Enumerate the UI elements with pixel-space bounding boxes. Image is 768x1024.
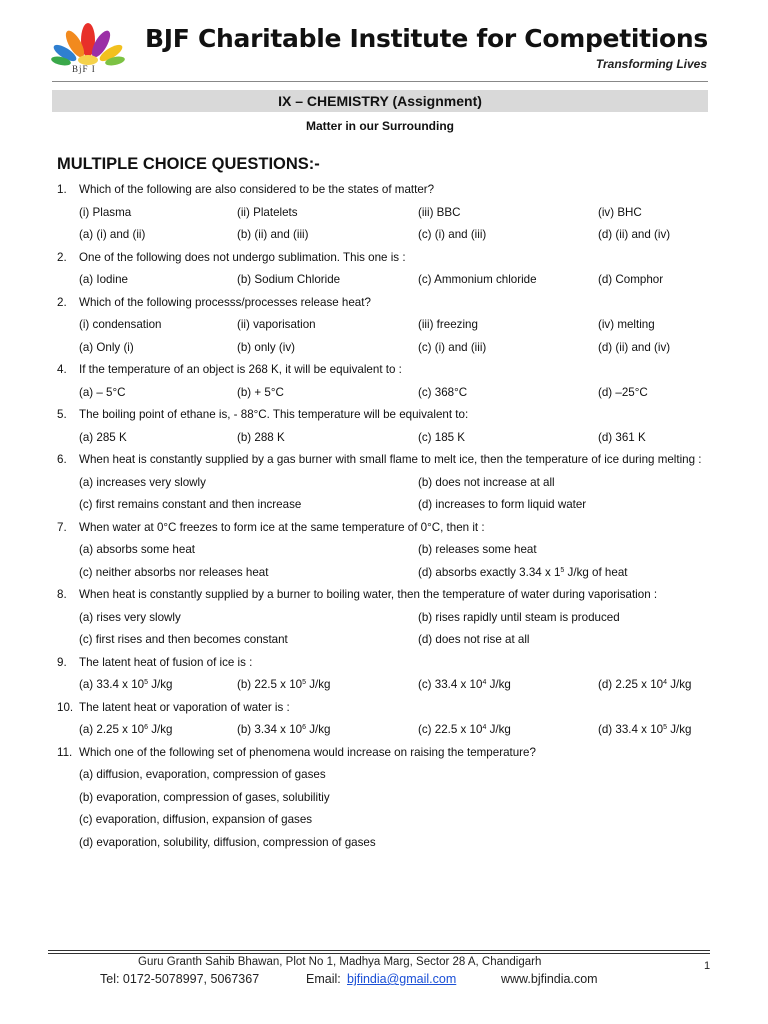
footer-website: www.bjfindia.com (501, 972, 598, 986)
option: (a) diffusion, evaporation, compression of gases (79, 768, 326, 781)
question-number: 8. (57, 588, 67, 601)
question-3-items (57, 314, 707, 337)
option-unit: J/kg (486, 678, 511, 691)
footer-divider (48, 953, 710, 954)
option (79, 719, 172, 742)
question-4-options (57, 382, 707, 405)
question-number: 9. (57, 655, 67, 669)
exponent: 6 (144, 724, 148, 731)
option-unit: J/kg (667, 678, 692, 691)
option: (d) 361 K (598, 430, 646, 444)
section-heading: MULTIPLE CHOICE QUESTIONS:- (57, 155, 320, 173)
option-text: (c) 33.4 x 10 (418, 678, 483, 691)
option: (a) 285 K (79, 430, 127, 444)
option: (b) evaporation, compression of gases, solubilitiy (79, 790, 330, 804)
question-text: When heat is constantly supplied by a burner to boiling water, then the temperature of water during vaporisation : (79, 588, 658, 601)
question-text: One of the following does not undergo sublimation. This one is : (79, 250, 406, 264)
question-2 (57, 247, 707, 270)
option: (d) does not rise at all (418, 633, 530, 646)
option: (c) neither absorbs nor releases heat (79, 565, 269, 579)
option: (c) evaporation, diffusion, expansion of gases (79, 813, 313, 826)
option: (a) rises very slowly (79, 610, 181, 624)
question-11-option-d (57, 832, 707, 855)
option: (d) increases to form liquid water (418, 498, 587, 511)
question-text: When heat is constantly supplied by a gas burner with small flame to melt ice, then the temperature of ice during melting : (79, 453, 702, 466)
question-list (57, 179, 707, 854)
option-unit: J/kg (148, 723, 173, 736)
option: (a) absorbs some heat (79, 543, 195, 556)
exponent: 4 (663, 679, 667, 686)
page-number: 1 (704, 960, 711, 972)
logo-text: BjF I (72, 64, 96, 74)
option-text: (d) 33.4 x 10 (598, 723, 664, 736)
option-text: (a) 33.4 x 10 (79, 678, 145, 691)
option: (a) Iodine (79, 273, 128, 286)
option: (b) only (iv) (237, 340, 295, 354)
option: (a) Only (i) (79, 340, 134, 354)
question-1 (57, 179, 707, 202)
option-unit: J/kg (667, 723, 692, 736)
option: (a) – 5°C (79, 385, 126, 399)
option: (c) first remains constant and then increase (79, 498, 302, 511)
option: (c) Ammonium chloride (418, 273, 537, 286)
question-number: 5. (57, 408, 67, 421)
question-10-options (57, 719, 707, 742)
option: (d) (ii) and (iv) (598, 228, 671, 241)
footer-email-link[interactable]: bjfindia@gmail.com (347, 972, 457, 986)
question-8 (57, 584, 707, 607)
question-1-items (57, 202, 707, 225)
tagline: Transforming Lives (595, 57, 707, 71)
option-text: (c) 22.5 x 10 (418, 723, 483, 736)
item: (iii) BBC (418, 205, 461, 219)
option (418, 562, 628, 585)
question-6-options-row1 (57, 472, 707, 495)
option-text: (d) absorbs exactly 3.34 x 1 (418, 565, 561, 579)
exponent: 6 (302, 724, 306, 731)
question-6-options-row2 (57, 494, 707, 517)
exponent: 5 (663, 724, 667, 731)
option-text: (b) 3.34 x 10 (237, 723, 303, 736)
option: (c) (i) and (iii) (418, 228, 487, 241)
question-7-options-row1 (57, 539, 707, 562)
question-number: 2. (57, 250, 67, 264)
option: (b) releases some heat (418, 543, 537, 556)
assignment-banner: IX – CHEMISTRY (Assignment) (52, 90, 708, 112)
option: (b) 288 K (237, 430, 285, 444)
question-9 (57, 652, 707, 675)
option-text: (a) 2.25 x 10 (79, 723, 145, 736)
question-text: Which one of the following set of phenomena would increase on raising the temperature? (79, 745, 536, 759)
option-unit: J/kg (148, 678, 173, 691)
option (237, 674, 330, 697)
exponent: 5 (302, 679, 306, 686)
option: (a) (i) and (ii) (79, 228, 146, 241)
option-unit: J/kg (306, 723, 331, 736)
question-number: 7. (57, 520, 67, 534)
question-2-options (57, 269, 707, 292)
item: (iv) BHC (598, 205, 642, 219)
question-number: 11. (57, 745, 73, 759)
item: (i) condensation (79, 318, 162, 331)
question-4 (57, 359, 707, 382)
footer-email-label: Email: (306, 972, 341, 986)
question-9-options (57, 674, 707, 697)
option (598, 674, 691, 697)
option: (d) (ii) and (iv) (598, 340, 671, 354)
item: (iii) freezing (418, 318, 478, 331)
question-text: When water at 0°C freezes to form ice at the same temperature of 0°C, then it : (79, 520, 485, 534)
item: (iv) melting (598, 318, 655, 331)
option: (a) increases very slowly (79, 475, 206, 489)
question-8-options-row1 (57, 607, 707, 630)
item: (ii) Platelets (237, 205, 298, 219)
option: (d) –25°C (598, 385, 648, 399)
option-unit: J/kg (306, 678, 331, 691)
question-text: The latent heat or vaporation of water is : (79, 700, 290, 714)
option: (b) does not increase at all (418, 475, 555, 489)
option: (b) (ii) and (iii) (237, 228, 309, 241)
header-divider (52, 81, 708, 82)
question-8-options-row2 (57, 629, 707, 652)
footer-divider (48, 950, 710, 951)
question-3-options (57, 337, 707, 360)
question-3 (57, 292, 707, 315)
question-11 (57, 742, 707, 765)
option: (b) Sodium Chloride (237, 273, 341, 286)
question-10 (57, 697, 707, 720)
option: (c) first rises and then becomes constant (79, 633, 288, 646)
footer-telephone: Tel: 0172-5078997, 5067367 (100, 972, 260, 986)
option-unit: J/kg (486, 723, 511, 736)
question-text: The latent heat of fusion of ice is : (79, 655, 253, 669)
question-number: 4. (57, 363, 67, 376)
question-11-option-c (57, 809, 707, 832)
option: (b) + 5°C (237, 385, 284, 399)
option (418, 719, 511, 742)
institute-title: BJF Charitable Institute for Competitions (145, 24, 708, 53)
item: (i) Plasma (79, 205, 132, 219)
option (418, 674, 511, 697)
option-text: (d) 2.25 x 10 (598, 678, 664, 691)
option: (c) (i) and (iii) (418, 340, 487, 354)
question-7-options-row2 (57, 562, 707, 585)
option: (c) 185 K (418, 430, 466, 444)
question-5 (57, 404, 707, 427)
option: (b) rises rapidly until steam is produced (418, 610, 620, 624)
question-text: The boiling point of ethane is, - 88°C. This temperature will be equivalent to: (79, 408, 469, 421)
question-11-option-b (57, 787, 707, 810)
exponent: 5 (560, 566, 565, 574)
item: (ii) vaporisation (237, 318, 316, 331)
question-5-options (57, 427, 707, 450)
option (79, 674, 172, 697)
question-number: 1. (57, 183, 67, 196)
question-number: 6. (57, 453, 67, 466)
option: (c) 368°C (418, 385, 468, 399)
option: (d) Comphor (598, 273, 664, 286)
option-text: (b) 22.5 x 10 (237, 678, 303, 691)
question-11-option-a (57, 764, 707, 787)
question-7 (57, 517, 707, 540)
option-unit: J/kg of heat (564, 565, 628, 579)
exponent: 4 (482, 679, 487, 686)
question-text: Which of the following processs/processes release heat? (79, 295, 371, 309)
exponent: 4 (482, 724, 487, 731)
question-number: 10. (57, 700, 74, 714)
question-1-options (57, 224, 707, 247)
exponent: 5 (144, 679, 148, 686)
footer-address: Guru Granth Sahib Bhawan, Plot No 1, Madhya Marg, Sector 28 A, Chandigarh (138, 956, 542, 968)
option: (d) evaporation, solubility, diffusion, compression of gases (79, 835, 376, 849)
question-6 (57, 449, 707, 472)
option (237, 719, 330, 742)
question-text: Which of the following are also considered to be the states of matter? (79, 183, 435, 196)
option (598, 719, 691, 742)
chapter-subtitle: Matter in our Surrounding (306, 119, 454, 133)
question-number: 2. (57, 295, 67, 309)
question-text: If the temperature of an object is 268 K, it will be equivalent to : (79, 363, 402, 376)
